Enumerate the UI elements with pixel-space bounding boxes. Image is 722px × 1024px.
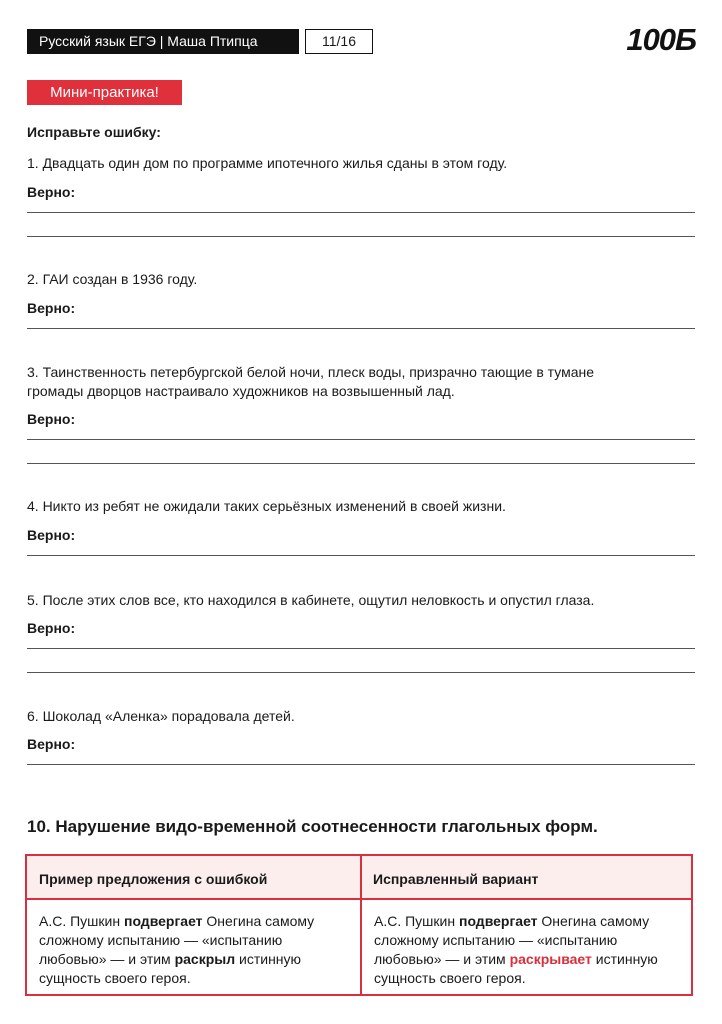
task-4-text: 4. Никто из ребят не ожидали таких серьёзных изменений в своей жизни. (27, 498, 506, 514)
task-5-text: 5. После этих слов все, кто находился в кабинете, ощутил неловкость и опустил глаза. (27, 592, 595, 608)
task-1-text: 1. Двадцать один дом по программе ипотечного жилья сданы в этом году. (27, 155, 508, 171)
task-4-answer-line-1[interactable] (27, 555, 695, 556)
task-3-answer-line-1[interactable] (27, 439, 695, 440)
wrong-verb-2: раскрыл (174, 951, 236, 967)
section-title: 10. Нарушение видо-временной соотнесенности глагольных форм. (27, 817, 598, 836)
comparison-table (25, 854, 693, 996)
page-number: 11/16 (305, 29, 373, 54)
wrong-verb-1: подвергает (123, 913, 203, 929)
task-4-answer-label: Верно: (27, 527, 76, 543)
task-6-answer-line-1[interactable] (27, 764, 695, 765)
table-cell-correct (374, 912, 684, 988)
task-6-text: 6. Шоколад «Аленка» порадовала детей. (27, 708, 295, 724)
task-2-answer-line-1[interactable] (27, 328, 695, 329)
table-column-divider (360, 856, 362, 994)
table-header-correct: Исправленный вариант (373, 871, 539, 887)
brand-logo: 100Б (626, 22, 696, 57)
correct-text-part-2: Онегина самому сложному испытанию — «испытанию любовью» — и этим (374, 913, 650, 967)
task-5-answer-line-1[interactable] (27, 648, 695, 649)
task-2-text: 2. ГАИ создан в 1936 году. (27, 271, 198, 287)
task-3-answer-label: Верно: (27, 411, 76, 427)
task-5-answer-line-2[interactable] (27, 672, 695, 673)
task-3-text (27, 363, 687, 401)
task-5-answer-label: Верно: (27, 620, 76, 636)
correct-text-part-1: А.С. Пушкин (374, 913, 459, 929)
task-1-answer-label: Верно: (27, 184, 76, 200)
table-header-wrong: Пример предложения с ошибкой (39, 871, 268, 887)
task-3-text-line-2: громады дворцов настраивало художников на возвышенный лад. (27, 383, 455, 399)
task-2-answer-label: Верно: (27, 300, 76, 316)
wrong-text-part-3: истинную сущность своего героя. (39, 951, 302, 986)
task-6-answer-label: Верно: (27, 736, 76, 752)
task-1-answer-line-1[interactable] (27, 212, 695, 213)
wrong-text-part-1: А.С. Пушкин (39, 913, 124, 929)
table-header (27, 856, 691, 900)
instruction-text: Исправьте ошибку: (27, 124, 161, 140)
mini-practice-badge: Мини-практика! (27, 80, 182, 105)
wrong-text-part-2: Онегина самому сложному испытанию — «испытанию любовью» — и этим (39, 913, 315, 967)
course-label: Русский язык ЕГЭ | Маша Птипца (27, 29, 299, 54)
correct-verb-1: подвергает (458, 913, 538, 929)
table-cell-wrong (39, 912, 349, 988)
task-3-text-line-1: 3. Таинственность петербургской белой ночи, плеск воды, призрачно тающие в тумане (27, 364, 595, 380)
task-3-answer-line-2[interactable] (27, 463, 695, 464)
correct-verb-2-highlighted: раскрывает (509, 951, 592, 967)
task-1-answer-line-2[interactable] (27, 236, 695, 237)
correct-text-part-3: истинную сущность своего героя. (374, 951, 658, 986)
